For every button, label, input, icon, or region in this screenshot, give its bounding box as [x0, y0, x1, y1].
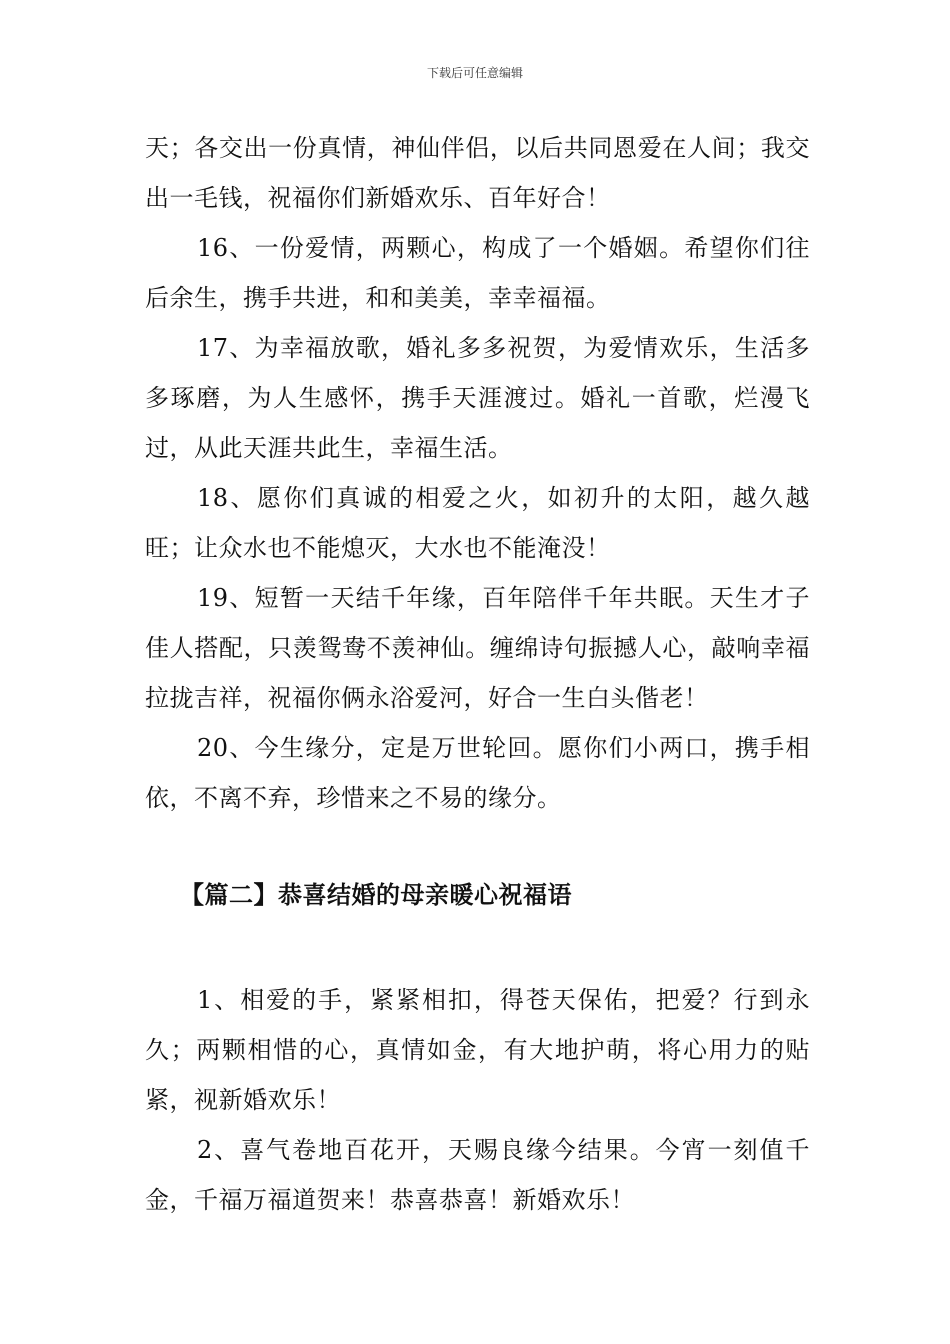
paragraph-item-19: 19、短暂一天结千年缘，百年陪伴千年共眠。天生才子佳人搭配，只羡鸳鸯不羡神仙。缠绵诗句振撼人心，敲响幸福拉拢吉祥，祝福你俩永浴爱河，好合一生白头偕老！ — [145, 584, 810, 712]
paragraph-continued: 天；各交出一份真情，神仙伴侣，以后共同恩爱在人间；我交出一毛钱，祝福你们新婚欢乐、百年好合！ — [145, 134, 810, 212]
paragraph-item-1: 1、相爱的手，紧紧相扣，得苍天保佑，把爱？行到永久；两颗相惜的心，真情如金，有大地护萌，将心用力的贴紧，视新婚欢乐！ — [145, 986, 810, 1114]
page-header: 下载后可任意编辑 — [426, 66, 523, 80]
document-body — [145, 123, 810, 1225]
spacer — [145, 823, 810, 870]
paragraph-item-17: 17、为幸福放歌，婚礼多多祝贺，为爱情欢乐，生活多多琢磨，为人生感怀，携手天涯渡过。婚礼一首歌，烂漫飞过，从此天涯共此生，幸福生活。 — [145, 334, 810, 462]
spacer — [145, 920, 810, 975]
paragraph-item-18: 18、愿你们真诚的相爱之火，如初升的太阳，越久越旺；让众水也不能熄灭，大水也不能淹没！ — [145, 484, 810, 562]
paragraph-item-16: 16、一份爱情，两颗心，构成了一个婚姻。希望你们往后余生，携手共进，和和美美，幸幸福福。 — [145, 234, 810, 312]
paragraph-item-20: 20、今生缘分，定是万世轮回。愿你们小两口，携手相依，不离不弃，珍惜来之不易的缘分。 — [145, 734, 810, 812]
section-heading: 【篇二】恭喜结婚的母亲暖心祝福语 — [180, 880, 572, 909]
paragraph-item-2: 2、喜气卷地百花开，天赐良缘今结果。今宵一刻值千金，千福万福道贺来！恭喜恭喜！新婚欢乐！ — [145, 1136, 810, 1214]
